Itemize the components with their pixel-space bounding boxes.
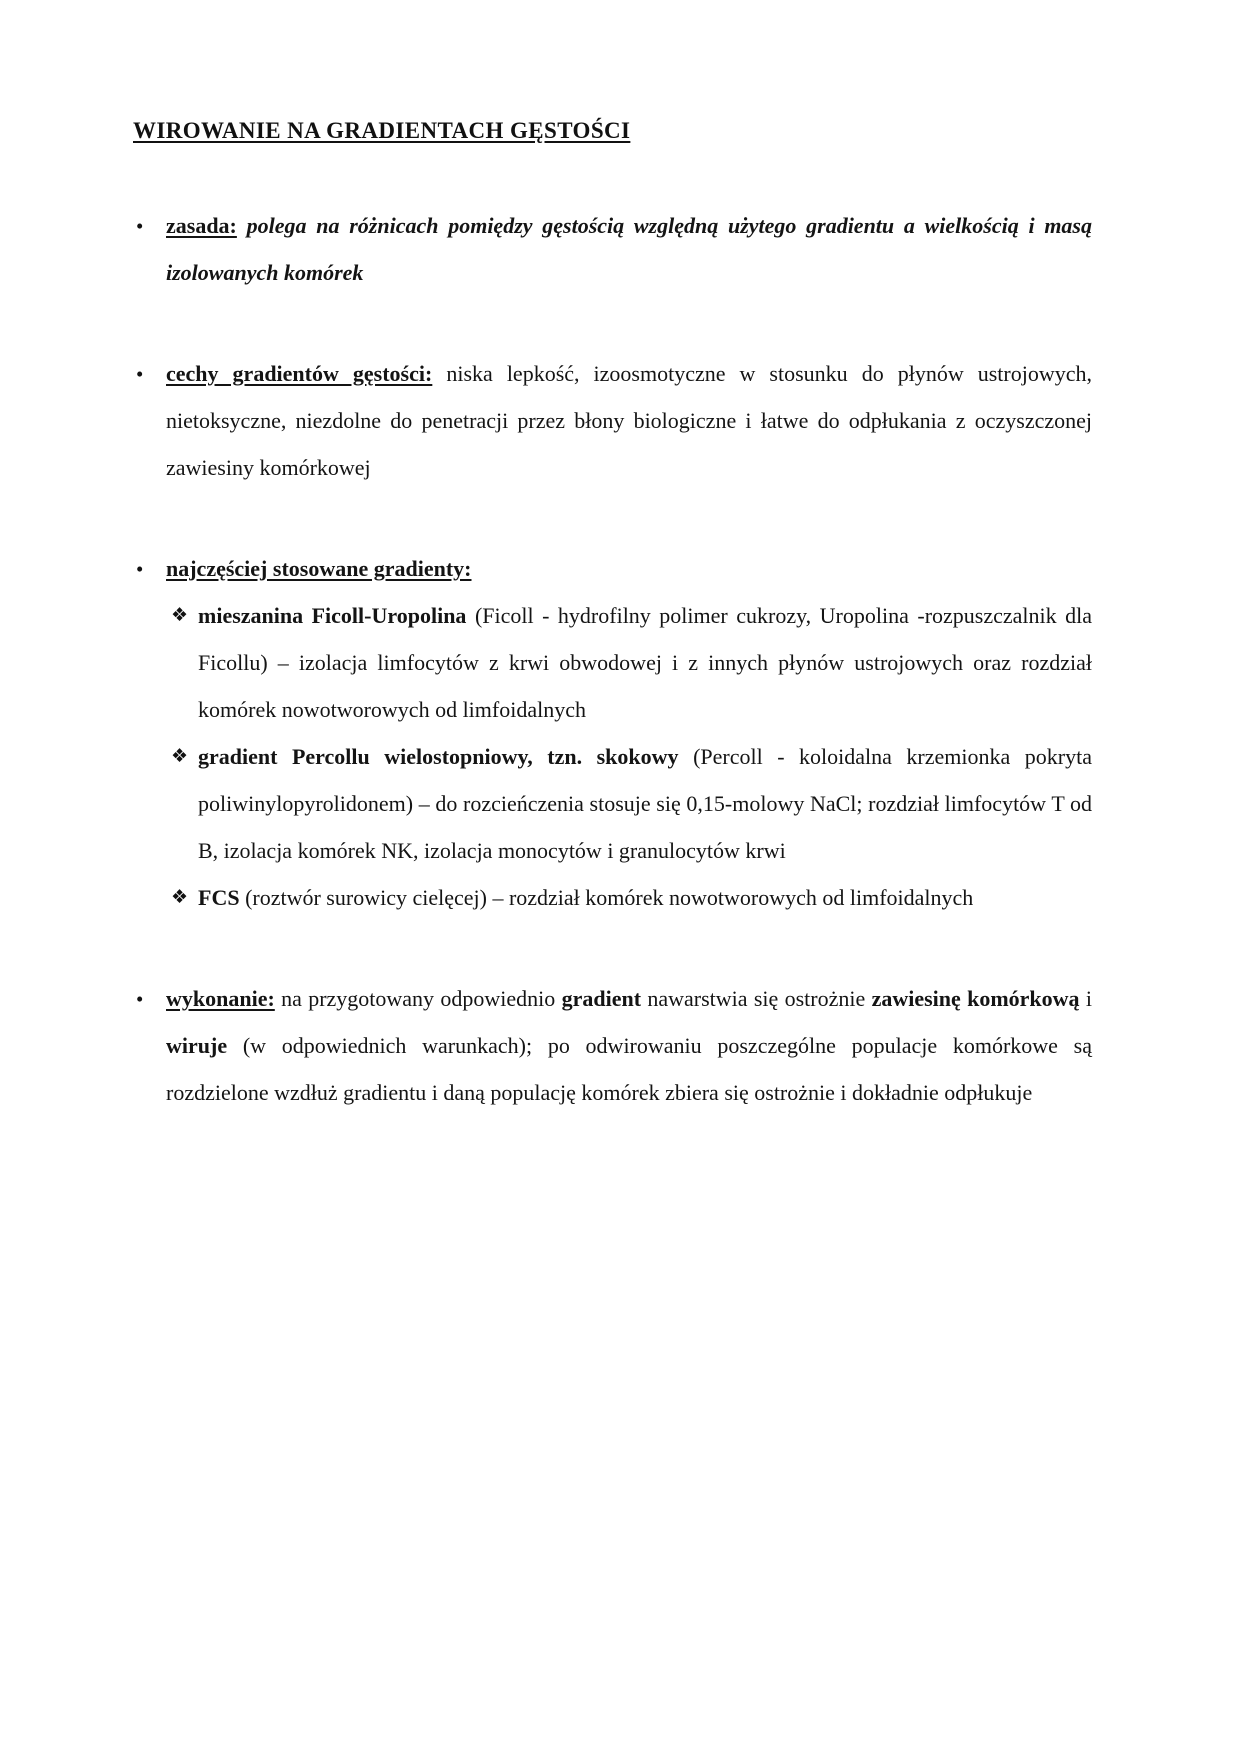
- diamond-bullet-icon: ❖: [171, 886, 189, 908]
- diamond-bullet-icon: ❖: [171, 745, 189, 767]
- bullet-zasada-text: [166, 202, 1092, 296]
- sub-bullet-ficoll-body: (Ficoll - hydrofilny polimer cukrozy, Uropolina -rozpuszczalnik dla Ficollu) – izolacja limfocytów z krwi obwodowej i z innych płynów ustrojowych oraz rozdział komórek nowotworowych od limfoidalnych: [198, 603, 1092, 722]
- bullet-cechy-body: niska lepkość, izoosmotyczne w stosunku do płynów ustrojowych, nietoksyczne, niezdolne do penetracji przez błony biologiczne i łatwe do odpłukania z oczyszczonej zawiesiny komórkowej: [166, 361, 1092, 480]
- bullet-gradienty-label-line: [166, 545, 1092, 592]
- bullet-item-cechy: [133, 350, 1092, 491]
- wykonanie-segment: (w odpowiednich warunkach); po odwirowaniu poszczególne populacje komórkowe są rozdzielone wzdłuż gradientu i daną populację komórek zbiera się ostrożnie i dokładnie odpłukuje: [166, 1033, 1092, 1105]
- bullet-dot-icon: •: [136, 557, 144, 581]
- bullet-cechy-label: cechy gradientów gęstości:: [166, 361, 433, 386]
- sub-bullet-fcs: [133, 874, 1092, 921]
- sub-bullet-fcs-term: FCS: [198, 885, 240, 910]
- bullet-item-wykonanie: [133, 975, 1092, 1116]
- bullet-dot-icon: •: [136, 362, 144, 386]
- bullet-item-zasada: [133, 202, 1092, 296]
- sub-bullet-percoll-term: gradient Percollu wielostopniowy, tzn. skokowy: [198, 744, 679, 769]
- wykonanie-segment-bold: gradient: [561, 986, 642, 1011]
- bullet-dot-icon: •: [136, 214, 144, 238]
- wykonanie-segment-bold: zawiesinę komórkową: [871, 986, 1080, 1011]
- sub-bullet-ficoll-text: [198, 592, 1092, 733]
- bullet-wykonanie-text: [166, 975, 1092, 1116]
- sub-bullet-percoll-body: (Percoll - koloidalna krzemionka pokryta poliwinylopyrolidonem) – do rozcieńczenia stosuje się 0,15-molowy NaCl; rozdział limfocytów T od B, izolacja komórek NK, izolacja monocytów i granulocytów krwi: [198, 744, 1092, 863]
- wykonanie-segment: i: [1079, 986, 1092, 1011]
- sub-bullet-fcs-body: (roztwór surowicy cielęcej) – rozdział komórek nowotworowych od limfoidalnych: [245, 885, 974, 910]
- bullet-dot-icon: •: [136, 987, 144, 1011]
- bullet-wykonanie-label: wykonanie:: [166, 986, 275, 1011]
- sub-bullet-percoll-text: [198, 733, 1092, 874]
- bullet-zasada-label: zasada:: [166, 213, 237, 238]
- bullet-cechy-text: [166, 350, 1092, 491]
- sub-bullet-ficoll-uropolina: [133, 592, 1092, 733]
- wykonanie-segment-bold: wiruje: [166, 1033, 228, 1058]
- diamond-bullet-icon: ❖: [171, 604, 189, 626]
- bullet-gradienty-label: najczęściej stosowane gradienty:: [166, 556, 472, 581]
- page-title: WIROWANIE NA GRADIENTACH GĘSTOŚCI: [133, 118, 631, 143]
- bullet-item-gradienty: [133, 545, 1092, 592]
- wykonanie-segment: na przygotowany odpowiednio: [274, 986, 562, 1011]
- sub-bullet-ficoll-term: mieszanina Ficoll-Uropolina: [198, 603, 467, 628]
- bullet-zasada-body: polega na różnicach pomiędzy gęstością względną użytego gradientu a wielkością i masą izolowanych komórek: [166, 213, 1092, 285]
- sub-bullet-percoll: [133, 733, 1092, 874]
- wykonanie-segment: nawarstwia się ostrożnie: [641, 986, 872, 1011]
- sub-bullet-fcs-text: [198, 874, 1092, 921]
